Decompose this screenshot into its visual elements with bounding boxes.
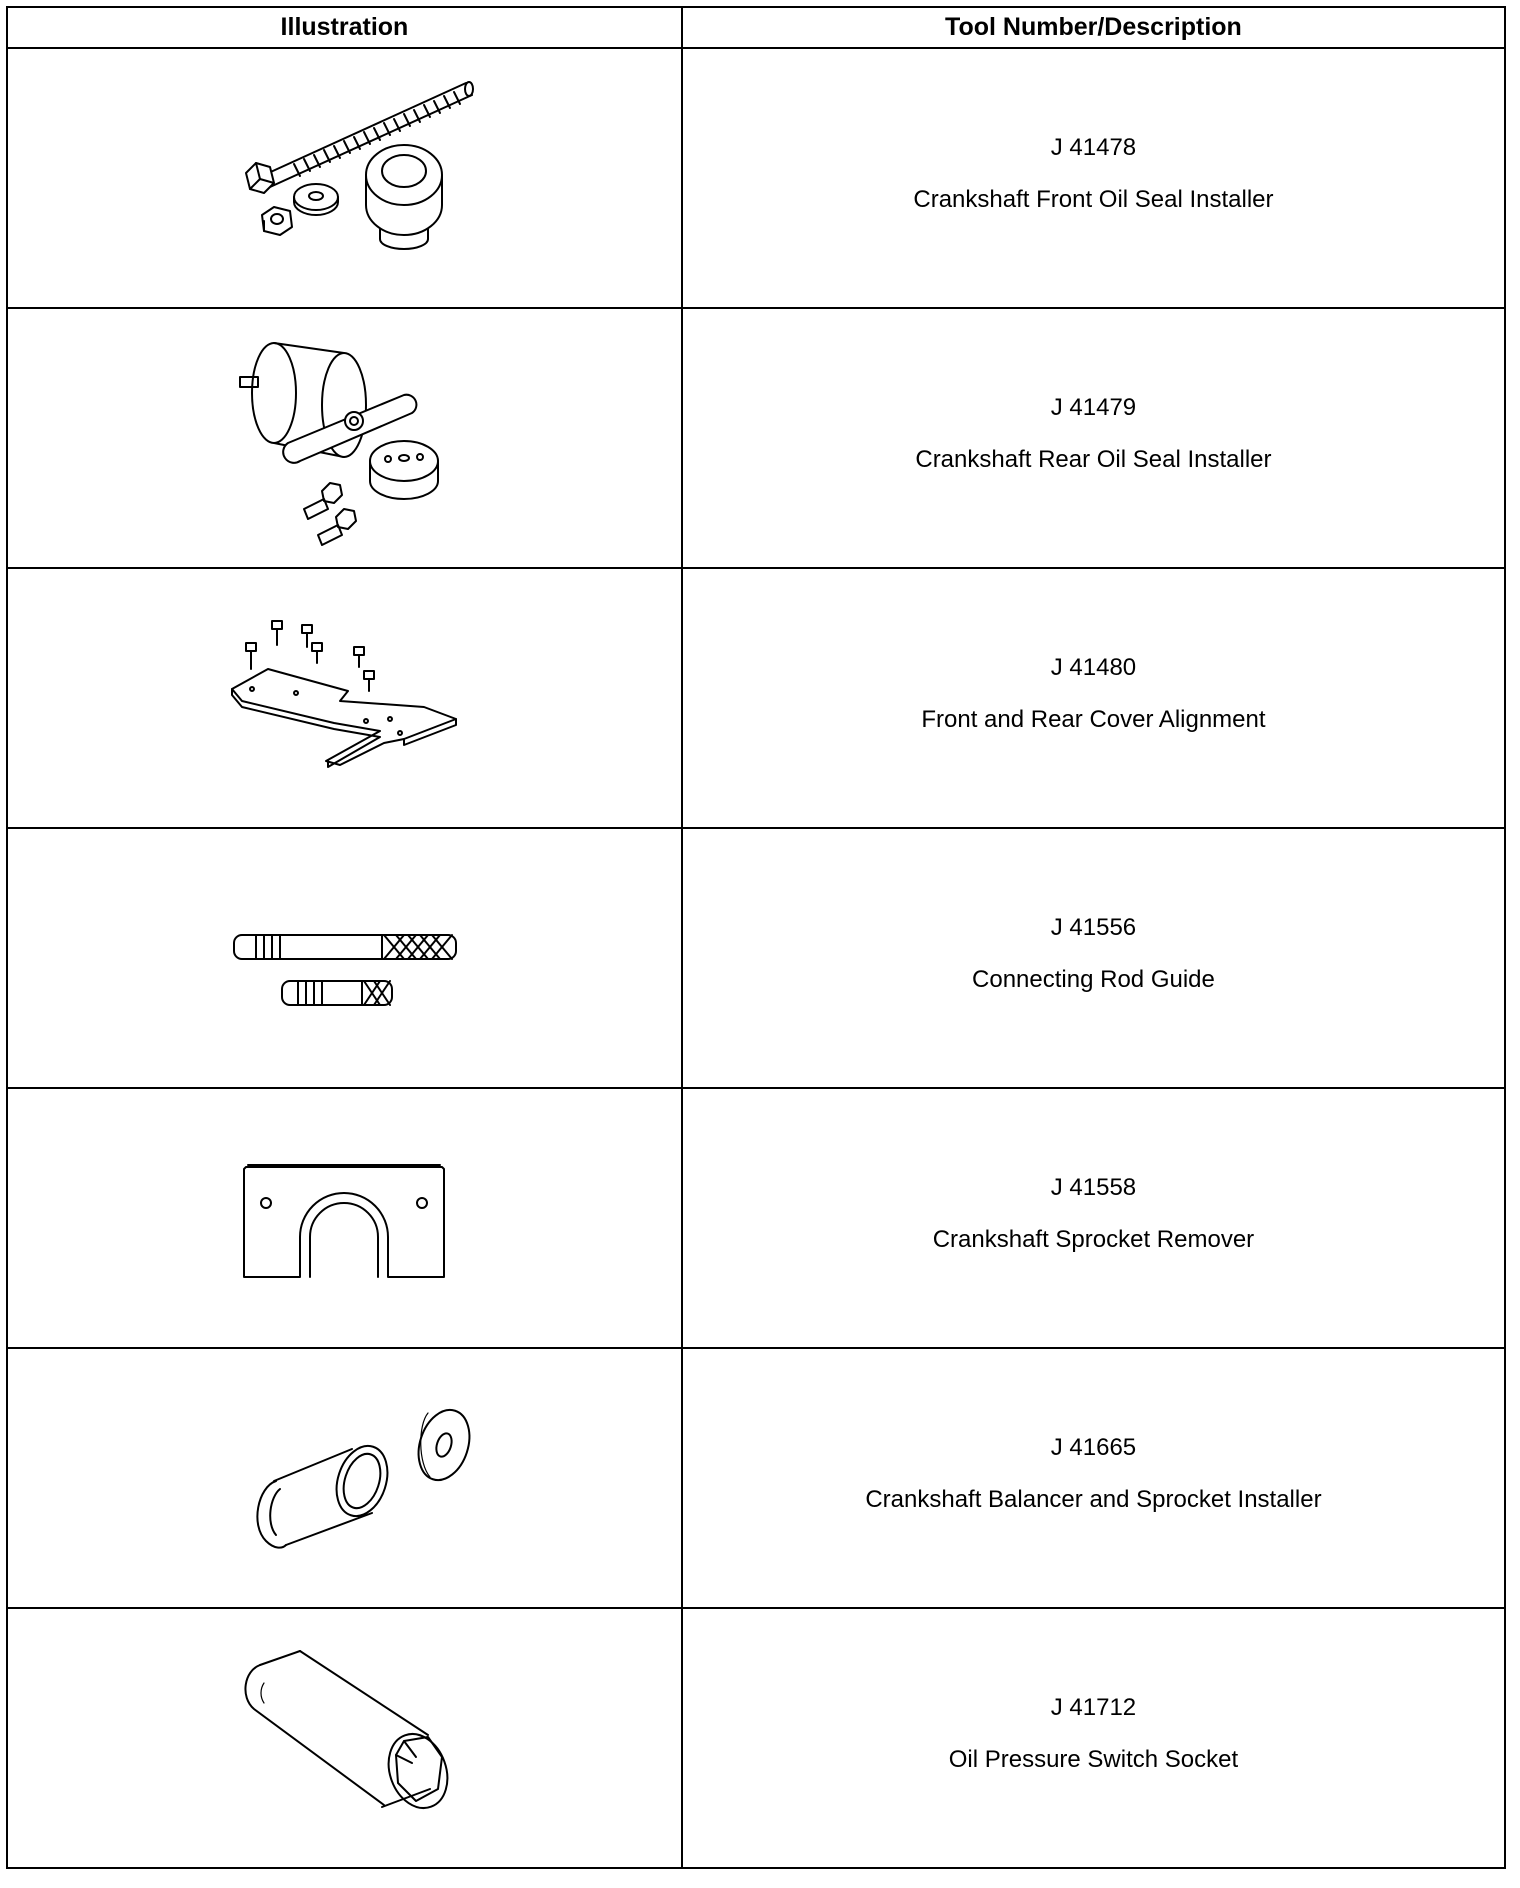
- table-row: [7, 828, 1505, 1088]
- tool-description: Crankshaft Rear Oil Seal Installer: [915, 446, 1272, 473]
- tool-number: J 41556: [1050, 914, 1137, 941]
- table-row: [7, 308, 1505, 568]
- sprocket-remover-plate-icon: [204, 1103, 484, 1333]
- bolt-washer-nut-installer-icon: [204, 63, 484, 293]
- header-illustration: Illustration: [7, 7, 682, 48]
- rod-guide-icon: [204, 843, 484, 1073]
- tool-number: J 41558: [1050, 1174, 1137, 1201]
- header-description: Tool Number/Description: [682, 7, 1505, 48]
- rear-seal-installer-icon: [204, 323, 484, 553]
- tool-number: J 41665: [1050, 1434, 1137, 1461]
- illustration-cell: [7, 828, 682, 1088]
- tool-description: Front and Rear Cover Alignment: [921, 706, 1266, 733]
- oil-pressure-socket-icon: [204, 1623, 484, 1853]
- illustration-cell: [7, 48, 682, 308]
- table-row: [7, 1608, 1505, 1868]
- tool-number: J 41478: [1050, 134, 1137, 161]
- tool-description: Crankshaft Front Oil Seal Installer: [913, 186, 1274, 213]
- description-cell: [682, 308, 1505, 568]
- table-row: [7, 48, 1505, 308]
- alignment-plate-icon: [204, 583, 484, 813]
- description-cell: [682, 828, 1505, 1088]
- header-row: [7, 7, 1505, 48]
- description-cell: [682, 48, 1505, 308]
- illustration-cell: [7, 568, 682, 828]
- illustration-cell: [7, 1608, 682, 1868]
- tool-description: Crankshaft Sprocket Remover: [932, 1226, 1255, 1253]
- tool-number: J 41712: [1050, 1694, 1137, 1721]
- balancer-installer-icon: [204, 1363, 484, 1593]
- description-cell: [682, 1348, 1505, 1608]
- table-row: [7, 568, 1505, 828]
- tool-table: [6, 6, 1506, 1869]
- tool-description: Oil Pressure Switch Socket: [948, 1746, 1239, 1773]
- table-row: [7, 1088, 1505, 1348]
- illustration-cell: [7, 1348, 682, 1608]
- illustration-cell: [7, 308, 682, 568]
- tool-number: J 41479: [1050, 394, 1137, 421]
- tool-description: Connecting Rod Guide: [972, 966, 1215, 993]
- description-cell: [682, 568, 1505, 828]
- table-row: [7, 1348, 1505, 1608]
- tool-description: Crankshaft Balancer and Sprocket Installer: [865, 1486, 1322, 1513]
- description-cell: [682, 1608, 1505, 1868]
- illustration-cell: [7, 1088, 682, 1348]
- description-cell: [682, 1088, 1505, 1348]
- tool-number: J 41480: [1050, 654, 1137, 681]
